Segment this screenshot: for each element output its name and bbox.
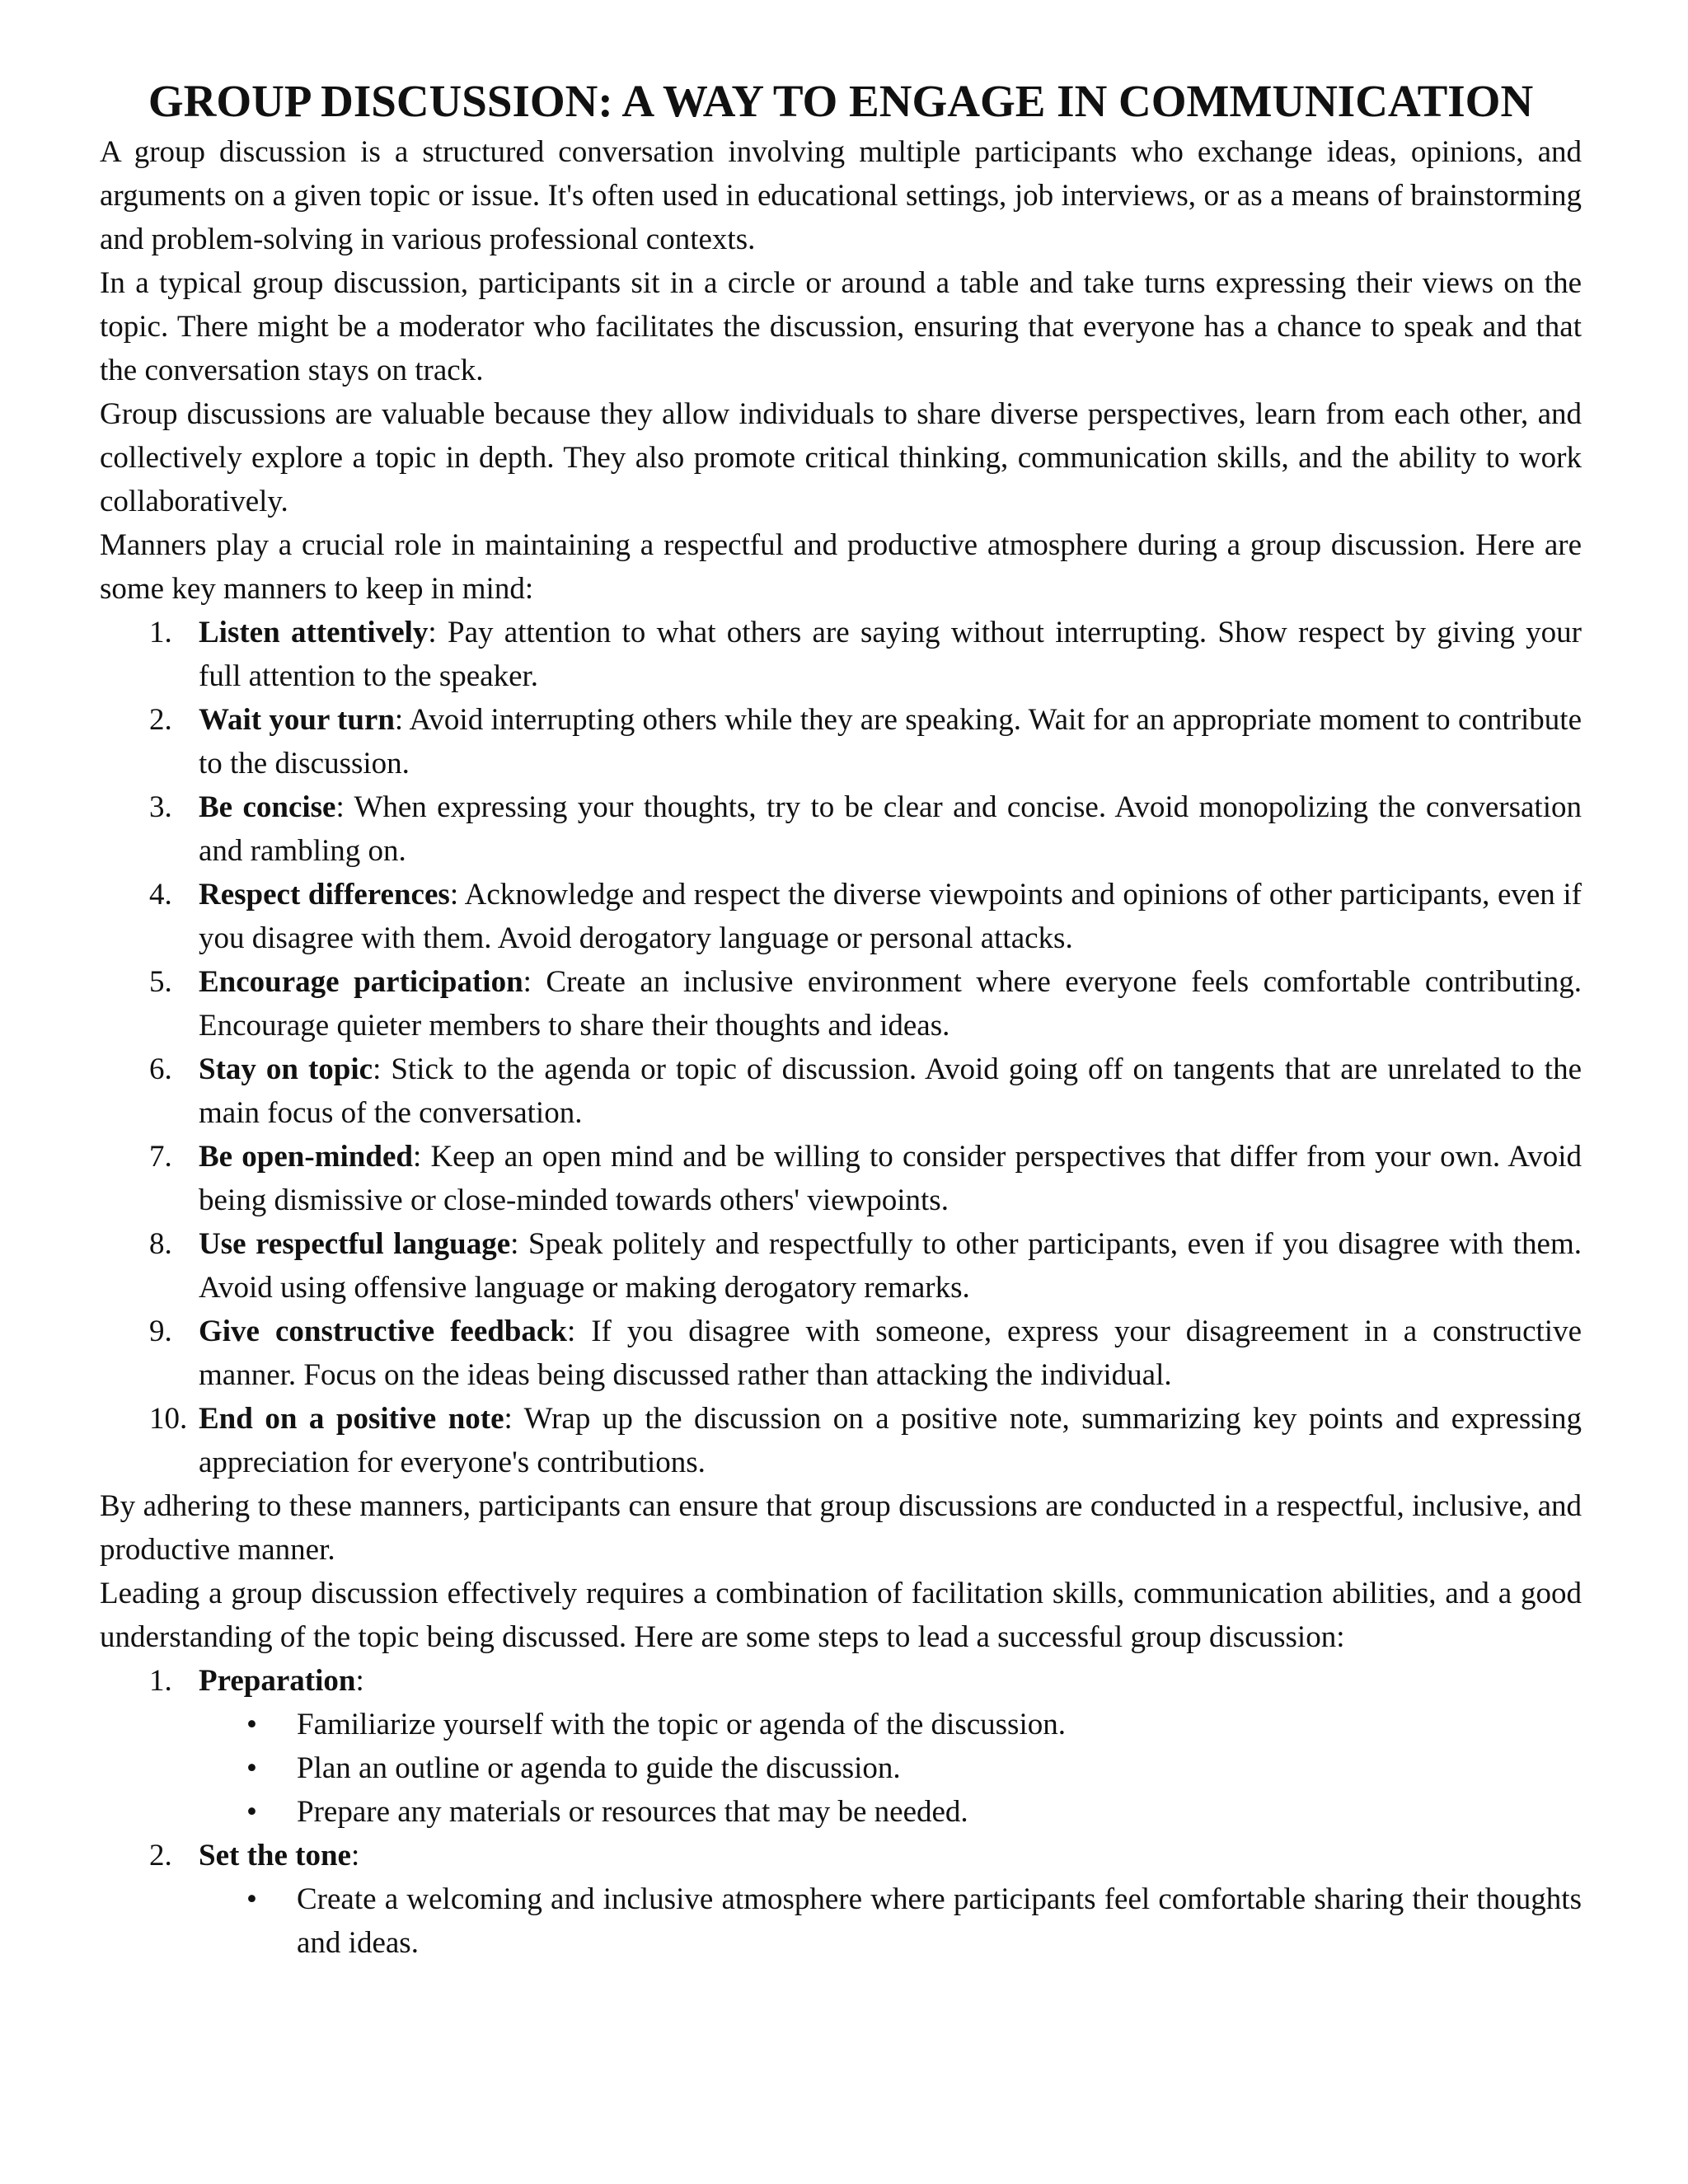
list-text: : Stick to the agenda or topic of discussion. Avoid going off on tangents that are unrelated to the main focus of the conversation. — [199, 1052, 1582, 1130]
bullet-item — [100, 1746, 1582, 1790]
preparation-bullets — [100, 1703, 1582, 1834]
list-term: Respect differences — [199, 878, 450, 912]
list-text: : When expressing your thoughts, try to be clear and concise. Avoid monopolizing the conversation and rambling on. — [199, 790, 1582, 868]
set-the-tone-bullets — [100, 1877, 1582, 1965]
list-text: : Acknowledge and respect the diverse viewpoints and opinions of other participants, even if you disagree with them. Avoid derogatory language or personal attacks. — [199, 878, 1582, 955]
list-text: : Speak politely and respectfully to other participants, even if you disagree with them. Avoid using offensive language or making derogatory remarks. — [199, 1227, 1582, 1305]
list-number: 1. — [149, 616, 172, 649]
list-term: Be open-minded — [199, 1140, 413, 1174]
bullet-item — [100, 1877, 1582, 1965]
list-number: 6. — [149, 1052, 172, 1086]
list-term: Wait your turn — [199, 703, 395, 737]
bullet-icon: • — [246, 1708, 257, 1741]
list-term: Stay on topic — [199, 1052, 373, 1086]
list-item — [100, 1222, 1582, 1310]
bullet-item — [100, 1703, 1582, 1746]
list-term: End on a positive note — [199, 1402, 504, 1436]
list-item — [100, 1047, 1582, 1135]
bullet-icon: • — [246, 1795, 257, 1829]
list-number: 8. — [149, 1227, 172, 1261]
list-text: : Wrap up the discussion on a positive note, summarizing key points and expressing appreciation for everyone's contributions. — [199, 1402, 1582, 1479]
paragraph-manners-intro: Manners play a crucial role in maintaining a respectful and productive atmosphere during a group discussion. Here are some key manners to keep in mind: — [100, 528, 1582, 606]
list-text: : — [350, 1839, 360, 1872]
page-title: GROUP DISCUSSION: A WAY TO ENGAGE IN COMMUNICATION — [148, 76, 1534, 126]
list-term: Listen attentively — [199, 616, 429, 649]
list-number: 4. — [149, 878, 172, 912]
steps-list-continued — [100, 1834, 1582, 1877]
list-number: 3. — [149, 790, 172, 824]
list-item — [100, 785, 1582, 873]
manners-list — [100, 611, 1582, 1484]
list-item — [100, 1135, 1582, 1222]
list-item — [100, 698, 1582, 785]
paragraph-intro: A group discussion is a structured conversation involving multiple participants who exchange ideas, opinions, and arguments on a given topic or issue. It's often used in educational settings, job interviews, or as a means of brainstorming and problem-solving in various professional contexts. — [100, 135, 1582, 256]
list-number: 2. — [149, 703, 172, 737]
list-term: Encourage participation — [199, 965, 523, 999]
list-number: 2. — [149, 1839, 172, 1872]
list-text: : Keep an open mind and be willing to consider perspectives that differ from your own. Avoid being dismissive or close-minded towards others' viewpoints. — [199, 1140, 1582, 1217]
list-number: 5. — [149, 965, 172, 999]
list-number: 7. — [149, 1140, 172, 1174]
steps-list — [100, 1659, 1582, 1703]
bullet-text: Prepare any materials or resources that may be needed. — [297, 1795, 968, 1829]
paragraph-manners-summary: By adhering to these manners, participants can ensure that group discussions are conducted in a respectful, inclusive, and productive manner. — [100, 1489, 1582, 1567]
paragraph-value: Group discussions are valuable because they allow individuals to share diverse perspectives, learn from each other, and collectively explore a topic in depth. They also promote critical thinking, communication skills, and the ability to work collaboratively. — [100, 397, 1582, 518]
list-text: : If you disagree with someone, express your disagreement in a constructive manner. Focus on the ideas being discussed rather than attacking the individual. — [199, 1315, 1582, 1392]
paragraph-leading-intro: Leading a group discussion effectively requires a combination of facilitation skills, communication abilities, and a good understanding of the topic being discussed. Here are some steps to lead a successful group discussion: — [100, 1577, 1582, 1654]
list-item — [100, 1310, 1582, 1397]
bullet-icon: • — [246, 1882, 257, 1916]
list-term: Give constructive feedback — [199, 1315, 567, 1348]
list-item — [100, 1397, 1582, 1484]
list-item — [100, 873, 1582, 960]
list-text: : Avoid interrupting others while they are speaking. Wait for an appropriate moment to contribute to the discussion. — [199, 703, 1582, 780]
list-term: Use respectful language — [199, 1227, 511, 1261]
list-text: : Create an inclusive environment where everyone feels comfortable contributing. Encourage quieter members to share their thoughts and ideas. — [199, 965, 1582, 1043]
paragraph-typical-discussion: In a typical group discussion, participants sit in a circle or around a table and take turns expressing their views on the topic. There might be a moderator who facilitates the discussion, ensuring that everyone has a chance to speak and that the conversation stays on track. — [100, 266, 1582, 387]
list-item — [100, 611, 1582, 698]
bullet-text: Create a welcoming and inclusive atmosphere where participants feel comfortable sharing their thoughts and ideas. — [297, 1882, 1582, 1960]
list-item — [100, 1834, 1582, 1877]
bullet-item — [100, 1790, 1582, 1834]
document-page — [100, 73, 1582, 1965]
list-term: Set the tone — [199, 1839, 351, 1872]
bullet-icon: • — [246, 1751, 257, 1785]
list-term: Preparation — [199, 1664, 356, 1698]
list-text: : Pay attention to what others are saying without interrupting. Show respect by giving your full attention to the speaker. — [199, 616, 1582, 693]
list-number: 1. — [149, 1664, 172, 1698]
bullet-text: Familiarize yourself with the topic or agenda of the discussion. — [297, 1708, 1066, 1741]
list-term: Be concise — [199, 790, 336, 824]
bullet-text: Plan an outline or agenda to guide the discussion. — [297, 1751, 901, 1785]
list-text: : — [355, 1664, 364, 1698]
list-item — [100, 960, 1582, 1047]
list-number: 10. — [149, 1402, 188, 1436]
list-number: 9. — [149, 1315, 172, 1348]
list-item — [100, 1659, 1582, 1703]
